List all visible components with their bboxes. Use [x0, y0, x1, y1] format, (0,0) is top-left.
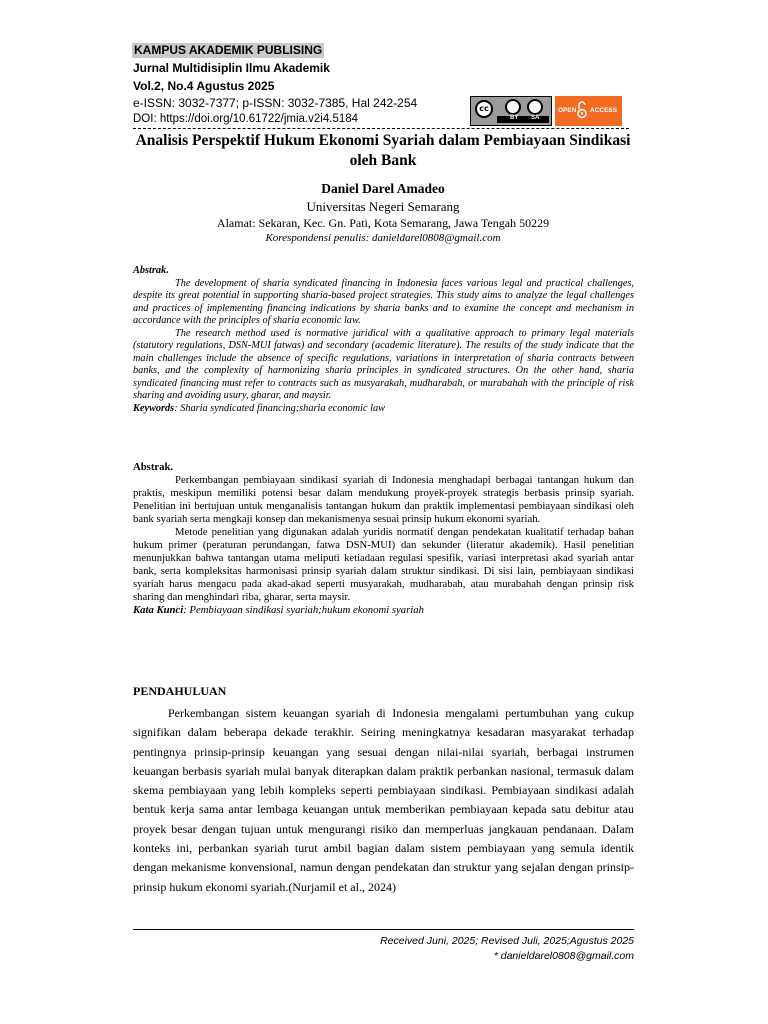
- introduction-body: [133, 704, 634, 897]
- author-affiliation: Universitas Negeri Semarang: [306, 199, 460, 214]
- journal-issn: e-ISSN: 3032-7377; p-ISSN: 3032-7385, Hal 242-254: [133, 96, 418, 110]
- open-lock-icon: [577, 101, 587, 119]
- license-bar: [497, 116, 549, 123]
- open-access-icon: [555, 96, 622, 126]
- article-title: Analisis Perspektif Hukum Ekonomi Syariah dalam Pembiayaan Sindikasi oleh Bank: [135, 132, 631, 169]
- journal-name: Jurnal Multidisiplin Ilmu Akademik: [133, 61, 330, 75]
- open-label: OPEN: [558, 107, 577, 114]
- keywords-value: : Pembiayaan sindikasi syariah;hukum ekonomi syariah: [183, 604, 424, 616]
- section-heading: PENDAHULUAN: [133, 684, 227, 698]
- by-label: BY: [510, 115, 519, 121]
- author-name: Daniel Darel Amadeo: [321, 181, 445, 196]
- footer-divider: [133, 929, 634, 930]
- correspondence-email: Korespondensi penulis: danieldarel0808@gmail.com: [265, 232, 501, 244]
- doi-link[interactable]: DOI: https://doi.org/10.61722/jmia.v2i4.5184: [133, 113, 359, 125]
- keywords-value: : Sharia syndicated financing;sharia economic law: [174, 402, 385, 414]
- by-icon: [505, 99, 521, 115]
- footer-email: * danieldarel0808@gmail.com: [493, 950, 634, 962]
- keywords-label: Kata Kunci: [133, 604, 184, 616]
- abstract-indonesian: [133, 461, 634, 617]
- header-divider: [133, 128, 629, 129]
- cc-icon: cc: [475, 100, 493, 118]
- publisher-name: KAMPUS AKADEMIK PUBLISING: [134, 43, 323, 57]
- keywords: [133, 604, 634, 617]
- author-address: Alamat: Sekaran, Kec. Gn. Pati, Kota Semarang, Jawa Tengah 50229: [216, 216, 550, 230]
- journal-volume: Vol.2, No.4 Agustus 2025: [133, 79, 275, 93]
- abstract-paragraph: Metode penelitian yang digunakan adalah yuridis normatif dengan pendekatan kualitatif terhadap bahan hukum primer (peraturan perundangan, fatwa DSN-MUI) dan sekunder (literatur akademik). Hasil penelitian menunjukkan bahwa tantangan utama meliputi ketiadaan regulasi spesifik, variasi interpretasi akad syariah antar bank, serta kompleksitas harmonisasi prinsip syariah dalam struktur sindikasi. Di sisi lain, pembiayaan sindikasi syariah harus mengacu pada akad-akad seperti musyarakah, mudharabah, atau murabahah dengan prinsip risk sharing dan menghindari riba, gharar, serta maysir.: [133, 526, 634, 603]
- received-dates: Received Juni, 2025; Revised Juli, 2025;Agustus 2025: [380, 935, 634, 947]
- abstract-english: [133, 265, 634, 415]
- sa-icon: [527, 99, 543, 115]
- abstract-paragraph: Perkembangan pembiayaan sindikasi syariah di Indonesia menghadapi berbagai tantangan hukum dan praktis, meskipun memiliki potensi besar dalam mendukung proyek-proyek strategis berbasis prinsip syariah. Penelitian ini bertujuan untuk menganalisis tantangan hukum dan praktik implementasi pembiayaan sindikasi oleh bank syariah serta mengkaji konsep dan mekanismenya sesuai prinsip hukum ekonomi syariah.: [133, 474, 634, 525]
- abstract-paragraph: The development of sharia syndicated financing in Indonesia faces various legal and practical challenges, despite its great potential in supporting sharia-based project strategies. This study aims to analyze the legal challenges and practices of implementing financing indications by sharia banks and to examine the concept and mechanism in accordance with the principles of sharia economic law.: [133, 277, 634, 326]
- abstract-heading: Abstrak.: [133, 265, 169, 276]
- keywords: [133, 403, 634, 416]
- abstract-paragraph: The research method used is normative juridical with a qualitative approach to primary legal materials (statutory regulations, DSN-MUI fatwas) and secondary (academic literature). The results of the study indicate that the main challenges include the absence of specific regulations, variations in interpretation of sharia contracts between banks, and the complexity of harmonizing sharia principles in syndicated structures. On the other hand, sharia syndicated financing must refer to contracts such as musyarakah, mudharabah, or murabahah with the principle of risk sharing and avoiding usury, gharar, and maysir.: [133, 327, 634, 401]
- body-paragraph: Perkembangan sistem keuangan syariah di Indonesia mengalami pertumbuhan yang cukup signifikan dalam beberapa dekade terakhir. Seiring meningkatnya kesadaran masyarakat terhadap pentingnya prinsip-prinsip keuangan yang sesuai dengan nilai-nilai syariah, berbagai instrumen keuangan berbasis syariah mulai banyak diterapkan dalam praktik perbankan nasional, termasuk dalam skema pembiayaan yang lebih kompleks seperti pembiayaan sindikasi. Pembiayaan sindikasi adalah bentuk kerja sama antar lembaga keuangan untuk memberikan pembiayaan kepada satu debitur atau proyek besar dengan tujuan untuk mengurangi risiko dan memperluas jangkauan pendanaan. Dalam konteks ini, perbankan syariah turut ambil bagian dalam sistem pembiayaan yang semula identik dengan mekanisme konvensional, namun dengan pendekatan dan struktur yang sejalan dengan prinsip-prinsip hukum ekonomi syariah.(Nurjamil et al., 2024): [133, 706, 634, 894]
- access-label: ACCESS: [590, 107, 618, 114]
- cc-by-sa-license-icon: [470, 96, 552, 126]
- sa-label: SA: [531, 115, 540, 121]
- keywords-label: Keywords: [133, 402, 175, 414]
- abstract-heading: Abstrak.: [133, 461, 174, 473]
